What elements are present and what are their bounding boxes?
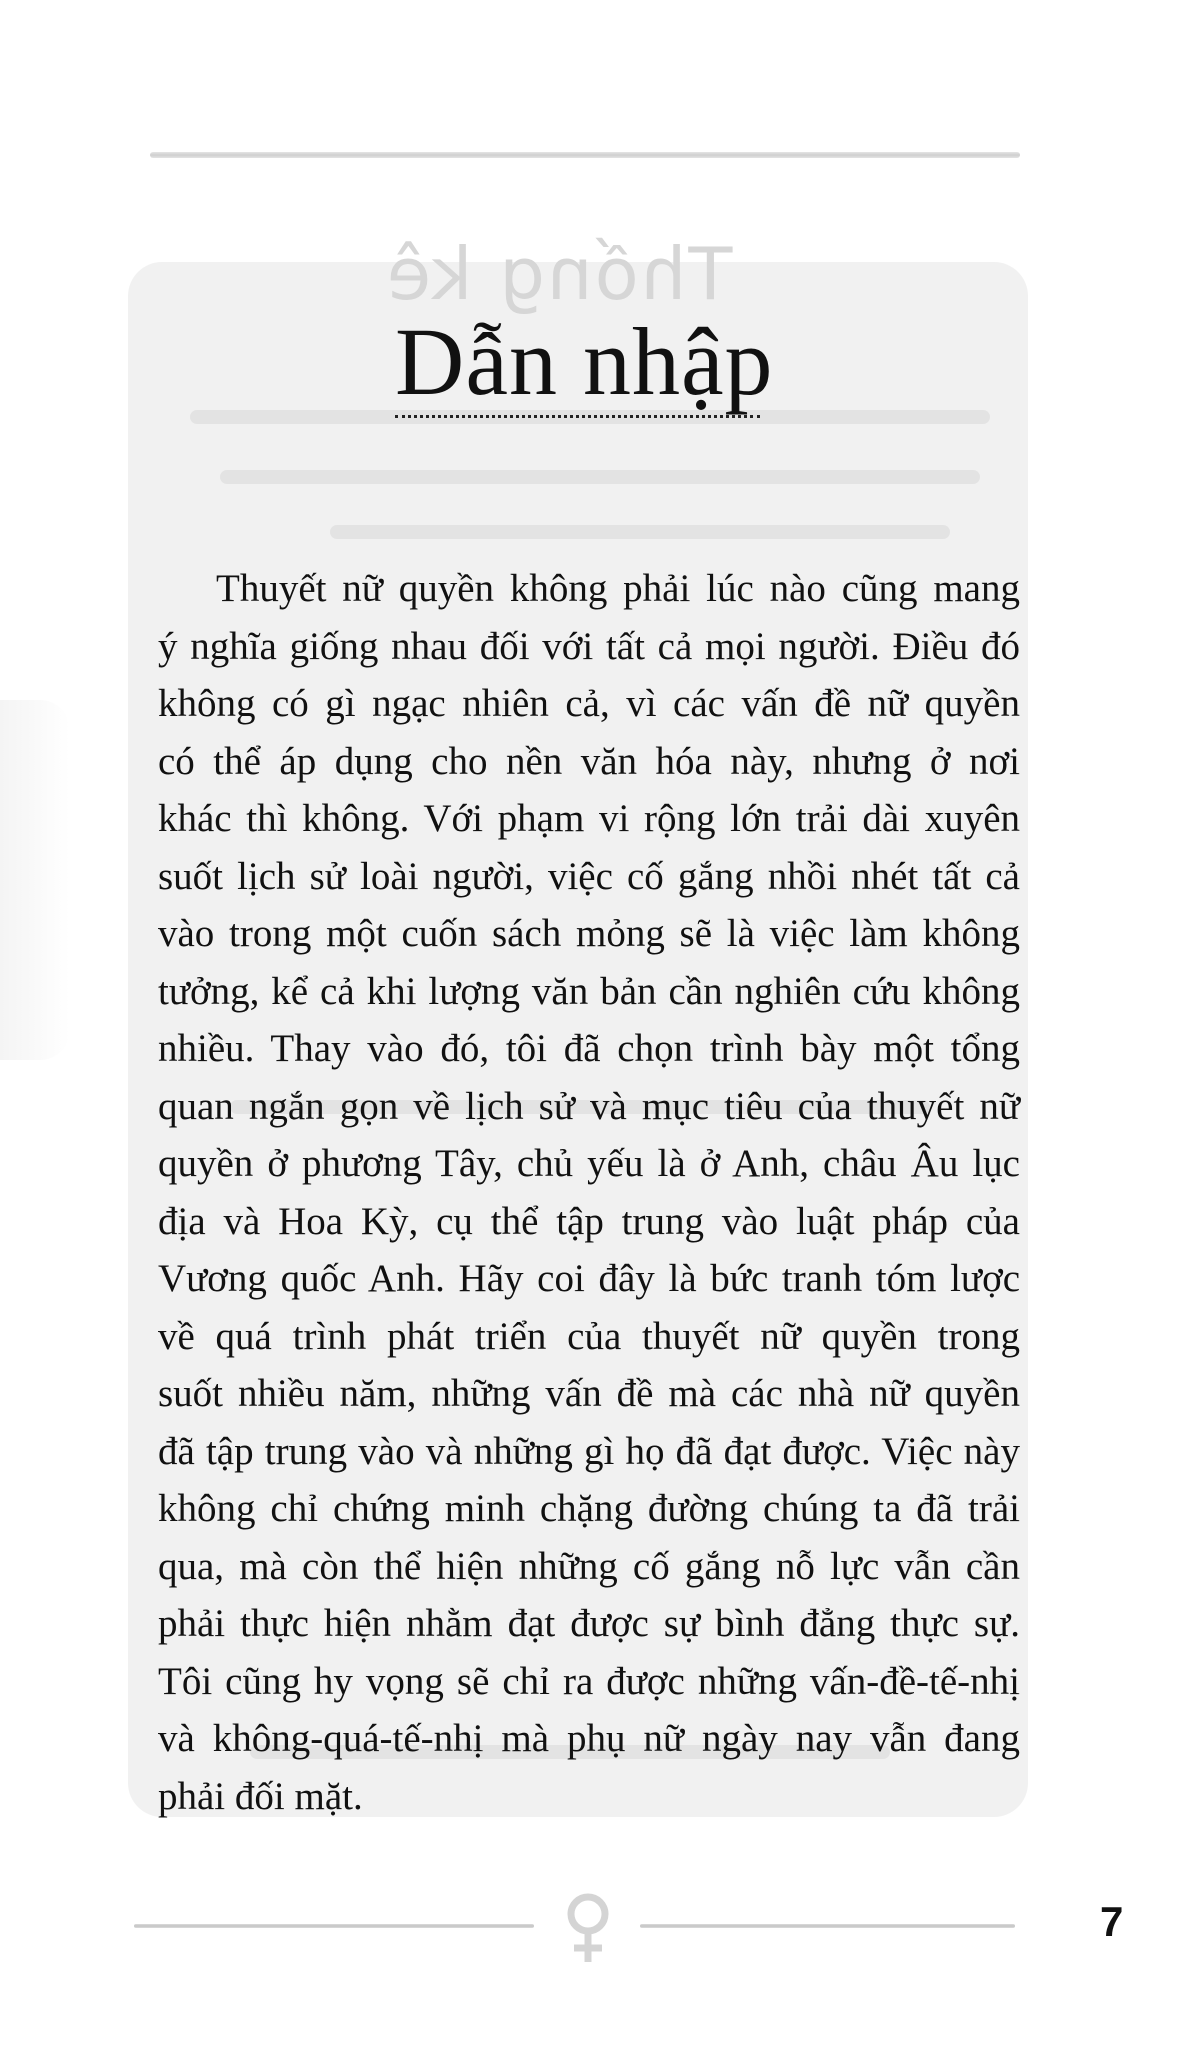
bleed-through-line [330, 525, 950, 539]
text-line: quan ngắn gọn về lịch sử và mục tiêu của thuyết nữ [158, 1084, 1020, 1128]
text-line: Tôi cũng hy vọng sẽ chỉ ra được những vấn-đề-tế-nhị [158, 1659, 1020, 1703]
text-line: phải thực hiện nhằm đạt được sự bình đẳng thực sự. [158, 1602, 1020, 1645]
bleed-through-line [220, 470, 980, 484]
text-line: không chỉ chứng minh chặng đường chúng ta đã trải [158, 1487, 1020, 1530]
text-line: Thuyết nữ quyền không phải lúc nào cũng mang [216, 567, 1020, 610]
page-title: Dẫn nhập [395, 308, 774, 415]
top-rule [150, 152, 1020, 158]
title-underline [395, 415, 760, 418]
chapter-heading [395, 308, 795, 418]
bleed-through-heading: Thống kê [385, 232, 733, 316]
text-line: đã tập trung vào và những gì họ đã đạt được. Việc này [158, 1429, 1020, 1473]
venus-symbol-icon [556, 1888, 620, 1968]
text-line: và không-quá-tế-nhị mà phụ nữ ngày nay vẫn đang [158, 1717, 1020, 1760]
body-paragraph [158, 560, 1020, 1825]
page-number: 7 [1100, 1898, 1124, 1945]
text-line: khác thì không. Với phạm vi rộng lớn trải dài xuyên [158, 797, 1020, 840]
text-line: suốt lịch sử loài người, việc cố gắng nhồi nhét tất cả [158, 854, 1020, 898]
text-line: về quá trình phát triển của thuyết nữ quyền trong [158, 1314, 1020, 1358]
text-line: ý nghĩa giống nhau đối với tất cả mọi người. Điều đó [158, 624, 1020, 668]
footer-rule-left [134, 1924, 534, 1928]
text-line: tưởng, kể cả khi lượng văn bản cần nghiên cứu không [158, 969, 1020, 1013]
text-line: địa và Hoa Kỳ, cụ thể tập trung vào luật pháp của [158, 1199, 1020, 1243]
text-line: nhiều. Thay vào đó, tôi đã chọn trình bày một tổng [158, 1027, 1020, 1070]
text-line: qua, mà còn thể hiện những cố gắng nỗ lực vẫn cần [158, 1544, 1020, 1588]
text-line: không có gì ngạc nhiên cả, vì các vấn đề nữ quyền [158, 682, 1020, 725]
text-line: phải đối mặt. [158, 1774, 363, 1818]
text-line: quyền ở phương Tây, chủ yếu là ở Anh, châu Âu lục [158, 1142, 1020, 1185]
footer-rule-right [640, 1924, 1015, 1928]
text-line: có thể áp dụng cho nền văn hóa này, nhưng ở nơi [158, 739, 1020, 783]
background-fade [0, 700, 70, 1060]
text-line: vào trong một cuốn sách mỏng sẽ là việc làm không [158, 912, 1020, 955]
text-line: suốt nhiều năm, những vấn đề mà các nhà nữ quyền [158, 1372, 1020, 1415]
text-line: Vương quốc Anh. Hãy coi đây là bức tranh tóm lược [158, 1257, 1020, 1300]
